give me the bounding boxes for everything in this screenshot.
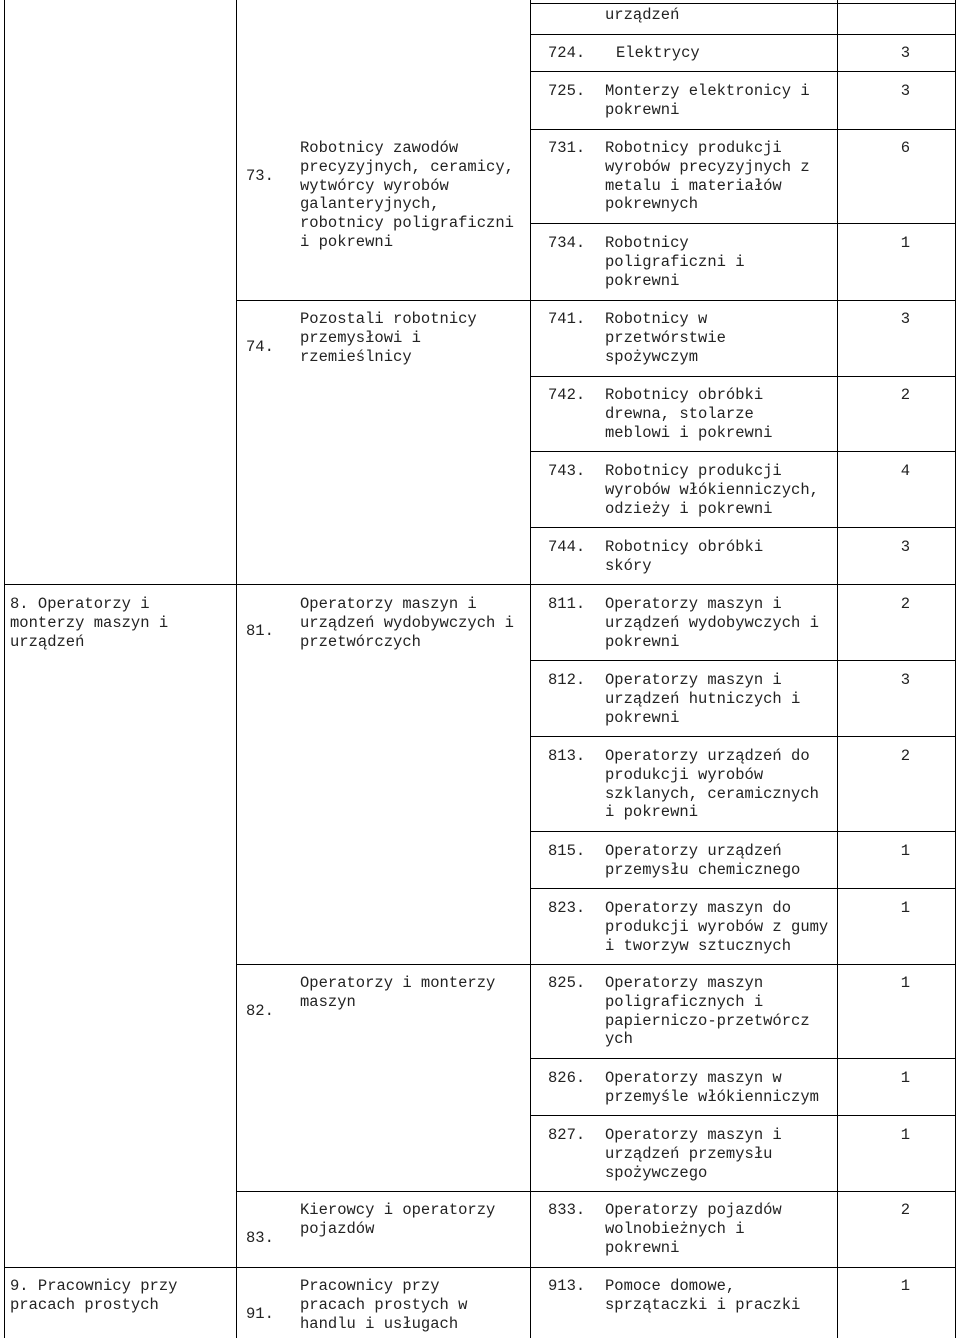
row-name: Operatorzy maszyn w przemyśle włókienniczym bbox=[605, 1069, 819, 1106]
row-name: Operatorzy maszyn do produkcji wyrobów z gumy i tworzyw sztucznych bbox=[605, 899, 829, 955]
row-code: 725. bbox=[548, 82, 586, 100]
row-name: Robotnicy w przetwórstwie spożywczym bbox=[605, 310, 726, 366]
row-count: 3 bbox=[900, 310, 910, 328]
row-line bbox=[4, 584, 956, 585]
row-count: 2 bbox=[900, 747, 910, 765]
mid-group-label: Kierowcy i operatorzy pojazdów bbox=[300, 1201, 496, 1238]
row-code: 724. bbox=[548, 44, 586, 62]
row-code: 815. bbox=[548, 842, 586, 860]
row-count: 1 bbox=[900, 974, 910, 992]
row-name: Robotnicy poligraficzni i pokrewni bbox=[605, 234, 745, 290]
row-code: 825. bbox=[548, 974, 586, 992]
mid-group-number: 83. bbox=[246, 1229, 274, 1247]
row-name: Operatorzy maszyn i urządzeń przemysłu spożywczego bbox=[605, 1126, 782, 1182]
row-name: Operatorzy maszyn poligraficznych i papierniczo-przetwórcz ych bbox=[605, 974, 810, 1049]
row-line bbox=[236, 1191, 956, 1192]
row-line bbox=[530, 376, 956, 377]
row-code: 743. bbox=[548, 462, 586, 480]
row-line bbox=[4, 1267, 956, 1268]
row-code: 812. bbox=[548, 671, 586, 689]
row-name: Operatorzy maszyn i urządzeń hutniczych i pokrewni bbox=[605, 671, 801, 727]
row-count: 1 bbox=[900, 234, 910, 252]
row-code: 813. bbox=[548, 747, 586, 765]
row-name: Robotnicy produkcji wyrobów włókienniczych, odzieży i pokrewni bbox=[605, 462, 819, 518]
row-code: 731. bbox=[548, 139, 586, 157]
row-line bbox=[530, 71, 956, 72]
row-count: 1 bbox=[900, 1069, 910, 1087]
row-name: Operatorzy urządzeń przemysłu chemicznego bbox=[605, 842, 801, 879]
row-code: 744. bbox=[548, 538, 586, 556]
mid-group-label: Operatorzy i monterzy maszyn bbox=[300, 974, 496, 1011]
row-count: 6 bbox=[900, 139, 910, 157]
row-line bbox=[530, 660, 956, 661]
row-line bbox=[530, 888, 956, 889]
col-divider-1 bbox=[236, 0, 237, 1338]
row-code: 734. bbox=[548, 234, 586, 252]
mid-group-number: 82. bbox=[246, 1002, 274, 1020]
row-line bbox=[530, 3, 956, 4]
mid-group-label: Pracownicy przy pracach prostych w handlu i usługach bbox=[300, 1277, 468, 1333]
row-line bbox=[530, 1115, 956, 1116]
row-name: Monterzy elektronicy i pokrewni bbox=[605, 82, 810, 119]
row-count: 1 bbox=[900, 842, 910, 860]
row-line bbox=[530, 527, 956, 528]
mid-group-number: 91. bbox=[246, 1305, 274, 1323]
left-border bbox=[4, 0, 5, 1338]
mid-group-label: Robotnicy zawodów precyzyjnych, ceramicy, wytwórcy wyrobów galanteryjnych, robotnicy poligraficzni i pokrewni bbox=[300, 139, 514, 251]
row-count: 3 bbox=[900, 82, 910, 100]
row-name: Robotnicy obróbki skóry bbox=[605, 538, 764, 575]
big-group-label: 9. Pracownicy przy pracach prostych bbox=[10, 1277, 178, 1314]
row-line bbox=[530, 736, 956, 737]
row-line bbox=[530, 831, 956, 832]
right-border bbox=[955, 0, 956, 1338]
big-group-label: 8. Operatorzy i monterzy maszyn i urządzeń bbox=[10, 595, 169, 651]
row-count: 3 bbox=[900, 538, 910, 556]
row-name: Elektrycy bbox=[616, 44, 700, 62]
row-count: 1 bbox=[900, 1277, 910, 1295]
row-code: 823. bbox=[548, 899, 586, 917]
row-code: 826. bbox=[548, 1069, 586, 1087]
row-count: 2 bbox=[900, 1201, 910, 1219]
mid-group-label: Pozostali robotnicy przemysłowi i rzemieślnicy bbox=[300, 310, 477, 366]
row-line bbox=[530, 451, 956, 452]
mid-group-number: 73. bbox=[246, 167, 274, 185]
row-code: 811. bbox=[548, 595, 586, 613]
row-line bbox=[530, 223, 956, 224]
col-divider-3 bbox=[837, 0, 838, 1338]
row-name: Operatorzy urządzeń do produkcji wyrobów szklanych, ceramicznych i pokrewni bbox=[605, 747, 819, 822]
row-count: 2 bbox=[900, 595, 910, 613]
row-line bbox=[236, 300, 956, 301]
row-count: 1 bbox=[900, 1126, 910, 1144]
row-name: Operatorzy maszyn i urządzeń wydobywczych i pokrewni bbox=[605, 595, 819, 651]
row-code: 913. bbox=[548, 1277, 586, 1295]
row-count: 3 bbox=[900, 671, 910, 689]
row-line bbox=[236, 964, 956, 965]
row-name: urządzeń bbox=[605, 6, 680, 24]
mid-group-number: 74. bbox=[246, 338, 274, 356]
row-name: Operatorzy pojazdów wolnobieżnych i pokrewni bbox=[605, 1201, 782, 1257]
mid-group-label: Operatorzy maszyn i urządzeń wydobywczych i przetwórczych bbox=[300, 595, 514, 651]
mid-group-number: 81. bbox=[246, 622, 274, 640]
row-name: Robotnicy obróbki drewna, stolarze meblowi i pokrewni bbox=[605, 386, 773, 442]
row-name: Pomoce domowe, sprzątaczki i praczki bbox=[605, 1277, 801, 1314]
row-code: 827. bbox=[548, 1126, 586, 1144]
row-count: 4 bbox=[900, 462, 910, 480]
row-code: 742. bbox=[548, 386, 586, 404]
row-code: 833. bbox=[548, 1201, 586, 1219]
row-count: 3 bbox=[900, 44, 910, 62]
row-line bbox=[530, 1058, 956, 1059]
row-code: 741. bbox=[548, 310, 586, 328]
row-line bbox=[530, 34, 956, 35]
row-line bbox=[530, 129, 956, 130]
row-count: 1 bbox=[900, 899, 910, 917]
row-count: 2 bbox=[900, 386, 910, 404]
col-divider-2 bbox=[530, 0, 531, 1338]
row-name: Robotnicy produkcji wyrobów precyzyjnych z metalu i materiałów pokrewnych bbox=[605, 139, 810, 214]
